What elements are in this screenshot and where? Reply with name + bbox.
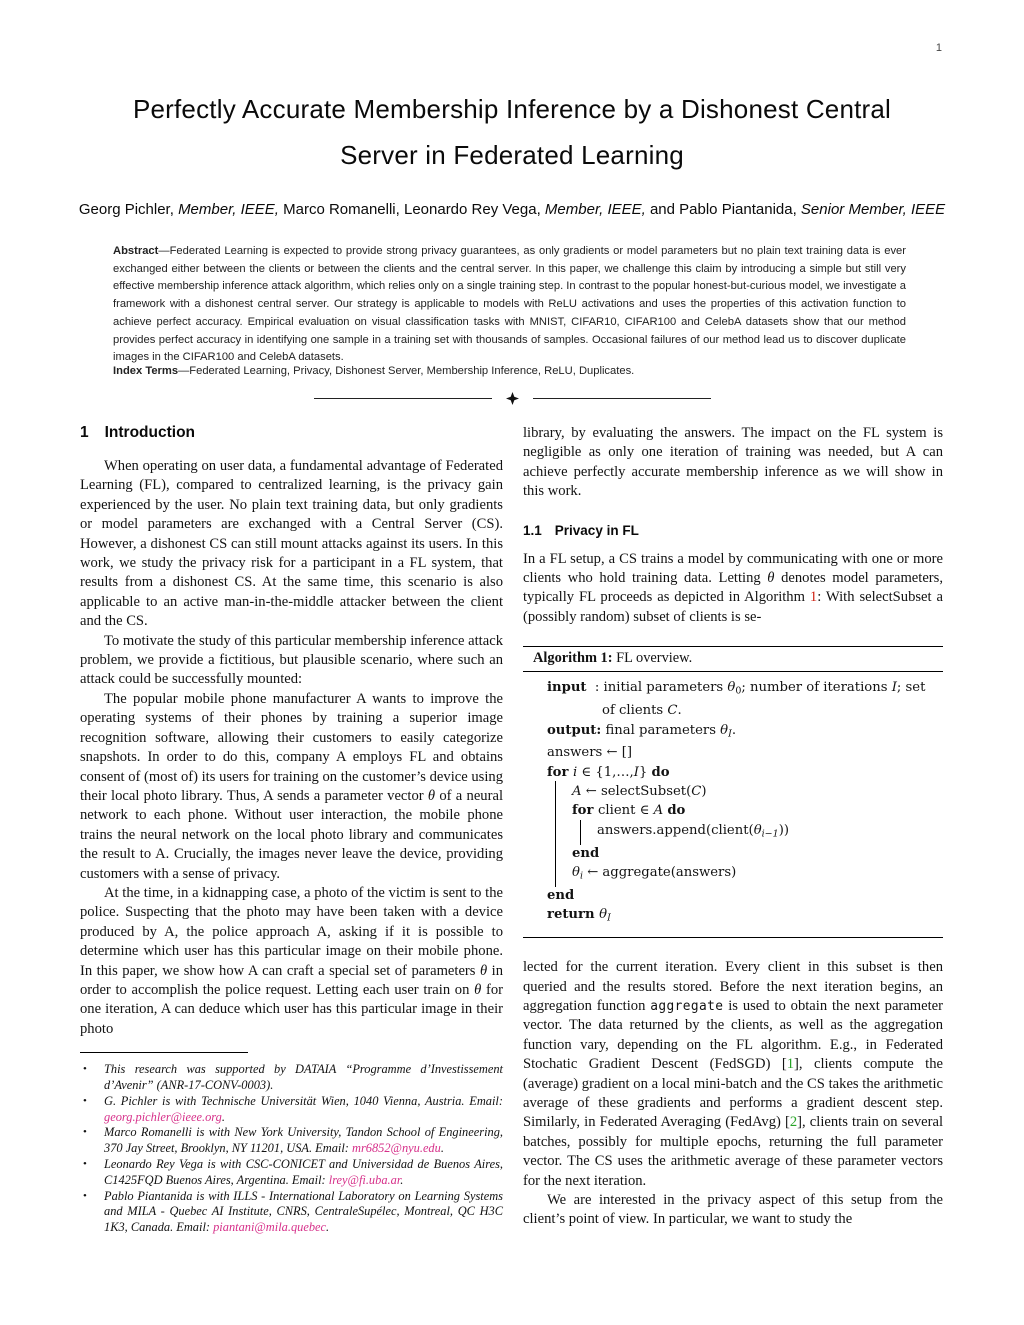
footnote-item — [80, 1125, 503, 1157]
intro-paragraph-1: When operating on user data, a fundamental advantage of Federated Learning (FL), compared to centralized learning, is the privacy gain experienced by the user. No plain text training data, but only gradients or model parameters are exchanged with a Central Server (CS). However, a dishonest CS can still mount attacks against its users. In this work, we study the privacy risk for a participant in a FL system, that results from a dishonest CS. At the same time, this scenario is also applicable to an active man-in-the-middle attacker between the client and the CS. — [80, 458, 503, 630]
footnote-item — [80, 1094, 503, 1126]
privacy-paragraph: In a FL setup, a CS trains a model by communicating with one or more clients who hold training data. Letting θ denotes model parameters, typically FL proceeds as depicted in Algorithm 1: With selectSubset a (possibly random) subset of clients is se- — [523, 550, 943, 625]
section-heading-introduction — [80, 424, 503, 442]
four-pointed-star-icon — [506, 392, 519, 405]
algorithm-line: for client ∈ A do — [523, 801, 943, 820]
algorithm-line: for i ∈ {1,…,I} do — [547, 764, 670, 780]
algorithm-box — [523, 646, 943, 938]
intro-paragraph-2: To motivate the study of this particular membership inference attack problem, we provide a fictitious, but plausible scenario, where such an attack could be successfully mounted: — [80, 632, 503, 688]
authors-line: Georg Pichler, Member, IEEE, Marco Romanelli, Leonardo Rey Vega, Member, IEEE, and Pablo Piantanida, Senior Member, IEEE — [78, 201, 946, 218]
footnote-text: This research was supported by DATAIA “Programme d’Investissement d’Avenir” (ANR-17-CONV-0003). — [104, 1062, 503, 1092]
paper-title: Perfectly Accurate Membership Inference by a Dishonest Central Server in Federated Learning — [132, 94, 892, 170]
footnote-bullet: • — [83, 1157, 87, 1170]
footnotes-block — [80, 1052, 503, 1236]
algorithm-line: end — [547, 887, 575, 903]
footnote-bullet: • — [83, 1094, 87, 1107]
footnote-rule — [80, 1052, 248, 1053]
abstract: Abstract—Federated Learning is expected to provide strong privacy guarantees, as only gradients or model parameters but no plain text training data is ever exchanged either between the clients or between the clients and the central server. In this paper, we challenge this claim by introducing a simple but still very effective membership inference attack algorithm, which relies only on a single training step. In contrast to the popular honest-but-curious model, we investigate a framework with a dishonest central server. Our strategy is applicable to models with ReLU activations and uses the properties of this activation function to achieve perfect accuracy. Empirical evaluation on visual classification tasks with MNIST, CIFAR10, CIFAR100 and CelebA datasets show that our method provides perfect accuracy in identifying one sample in a training set with thousands of samples. Occasional failures of our method lead us to discover duplicate images in the CIFAR100 and CelebA datasets. — [113, 245, 906, 364]
citation-link[interactable]: 2 — [789, 1114, 798, 1131]
algorithm-line: A ← selectSubset(C) — [523, 782, 943, 801]
intro-paragraph-4: At the time, in a kidnapping case, a photo of the victim is sent to the police. Suspecting that the photo may have been taken with a device produced by A, the police approach A, asking if it is possible to determine which user has this particular image on their mobile phone. In this paper, we show how A can craft a special set of parameters θ in order to accomplish the police request. Letting each user train on θ for one iteration, A can deduce which user has this particular image in their photo — [80, 884, 503, 1037]
email-link[interactable]: lrey@fi.uba.ar — [328, 1172, 401, 1187]
algorithm-line: of clients C. — [602, 703, 682, 719]
footnote-text: Pablo Piantanida is with ILLS - International Laboratory on Learning Systems and MILA - Quebec AI Institute, CNRS, CentraleSupélec, Montreal, QC H3C 1K3, Canada. Email: piantani@mila.quebec. — [104, 1188, 503, 1235]
algorithm-block-rule — [555, 820, 556, 845]
email-link[interactable]: piantani@mila.quebec — [213, 1220, 327, 1235]
citation-link[interactable]: 1 — [786, 1056, 795, 1073]
footnote-bullet: • — [83, 1126, 87, 1139]
subsection-heading-privacy-in-fl — [523, 523, 943, 538]
section-number: 1 — [80, 424, 89, 441]
footnote-text: Leonardo Rey Vega is with CSC-CONICET and Universidad de Buenos Aires, C1425FQD Buenos Aires, Argentina. Email: lrey@fi.uba.ar. — [104, 1156, 503, 1187]
algorithm-block-rule — [555, 843, 556, 864]
algorithm-line: input : initial parameters $\theta_0$; number of iterations I; set — [547, 680, 926, 697]
right-column — [523, 424, 943, 1230]
footnote-text: Marco Romanelli is with New York University, Tandon School of Engineering, 370 Jay Street, Brooklyn, NY 11201, USA. Email: mr6852@nyu.edu. — [104, 1125, 503, 1156]
algorithm-block-rule — [555, 781, 556, 802]
page-number: 1 — [935, 42, 942, 54]
continuation-paragraph: library, by evaluating the answers. The impact on the FL system is negligible as only one iteration of training was needed, but A can achieve perfectly accurate membership inference as we will show in this work. — [523, 425, 943, 500]
footnote-item — [80, 1157, 503, 1189]
section-title: Introduction — [104, 424, 196, 441]
algorithm-caption — [523, 647, 943, 671]
footnote-bullet: • — [83, 1189, 87, 1202]
algorithm-line: answers ← [] — [547, 745, 633, 761]
separator-line-left — [314, 398, 492, 399]
email-link[interactable]: georg.pichler@ieee.org — [104, 1109, 222, 1124]
index-terms: Index Terms—Federated Learning, Privacy, Dishonest Server, Membership Inference, ReLU, Duplicates. — [113, 365, 635, 377]
algorithm-line: end — [523, 844, 943, 863]
algorithm-block-rule — [580, 820, 581, 845]
footnote-item — [80, 1189, 503, 1236]
algorithm-line: $\theta_i$ ← aggregate(answers) — [523, 863, 943, 886]
algorithm-caption-label: Algorithm 1: — [533, 650, 613, 667]
algorithm-block-rule — [555, 800, 556, 821]
email-link[interactable]: mr6852@nyu.edu — [352, 1141, 441, 1156]
algorithm-line: return $\theta_I$ — [547, 907, 611, 924]
section-separator — [0, 392, 1024, 405]
algorithm-caption-text: FL overview. — [612, 650, 693, 667]
separator-line-right — [533, 398, 711, 399]
algorithm-ref-link[interactable]: 1 — [809, 589, 818, 606]
footnote-bullet: • — [83, 1063, 87, 1076]
subsection-title: Privacy in FL — [554, 522, 639, 538]
algorithm-body — [523, 672, 943, 937]
algorithm-line: $answers.append(client(\theta_{i-1}))$ — [523, 821, 943, 844]
left-column — [80, 424, 503, 1236]
footnote-text: G. Pichler is with Technische Universität Wien, 1040 Vienna, Austria. Email: georg.pichler@ieee.org. — [104, 1093, 503, 1124]
after-algorithm-paragraph: lected for the current iteration. Every client in this subset is then queried and the results stored. Before the next iteration begins, an aggregation function aggregate is used to obtain the next parameter vector. The data returned by the clients, as well as the aggregation function vary, depending on the FL algorithm. E.g., in Federated Stochatic Gradient Descent (FedSGD) [1], clients compute the (average) gradient on a local mini-batch and the CS takes the arithmetic average of these gradients and performs a gradient descent step. Similarly, in Federated Averaging (FedAvg) [2], clients train on several batches, possibly for multiple epochs, returning the full parameter vector. The CS uses the arithmetic average of these parameter vectors for the next iteration. — [523, 959, 943, 1189]
subsection-number: 1.1 — [523, 522, 542, 538]
algorithm-block-rule — [555, 862, 556, 887]
intro-paragraph-3: The popular mobile phone manufacturer A wants to improve the operating systems of their phones by training a superior image recognition software, allowing their customers to easily categorize snapshots. In order to do this, company A employs FL and obtains consent of (most of) its users for training on the customer’s device using their local photo library. Thus, A sends a parameter vector θ of a neural network to each phone. Without user interaction, the mobile phone trains the neural network on the local photo library and communicates the result to A. Crucially, the images never leave the device, providing customers with a sense of privacy. — [80, 690, 503, 882]
algorithm-line: output: final parameters $\theta_I$. — [547, 722, 737, 740]
footnote-item — [80, 1062, 503, 1094]
interested-paragraph: We are interested in the privacy aspect of this setup from the client’s point of view. In particular, we want to study the — [523, 1191, 943, 1228]
